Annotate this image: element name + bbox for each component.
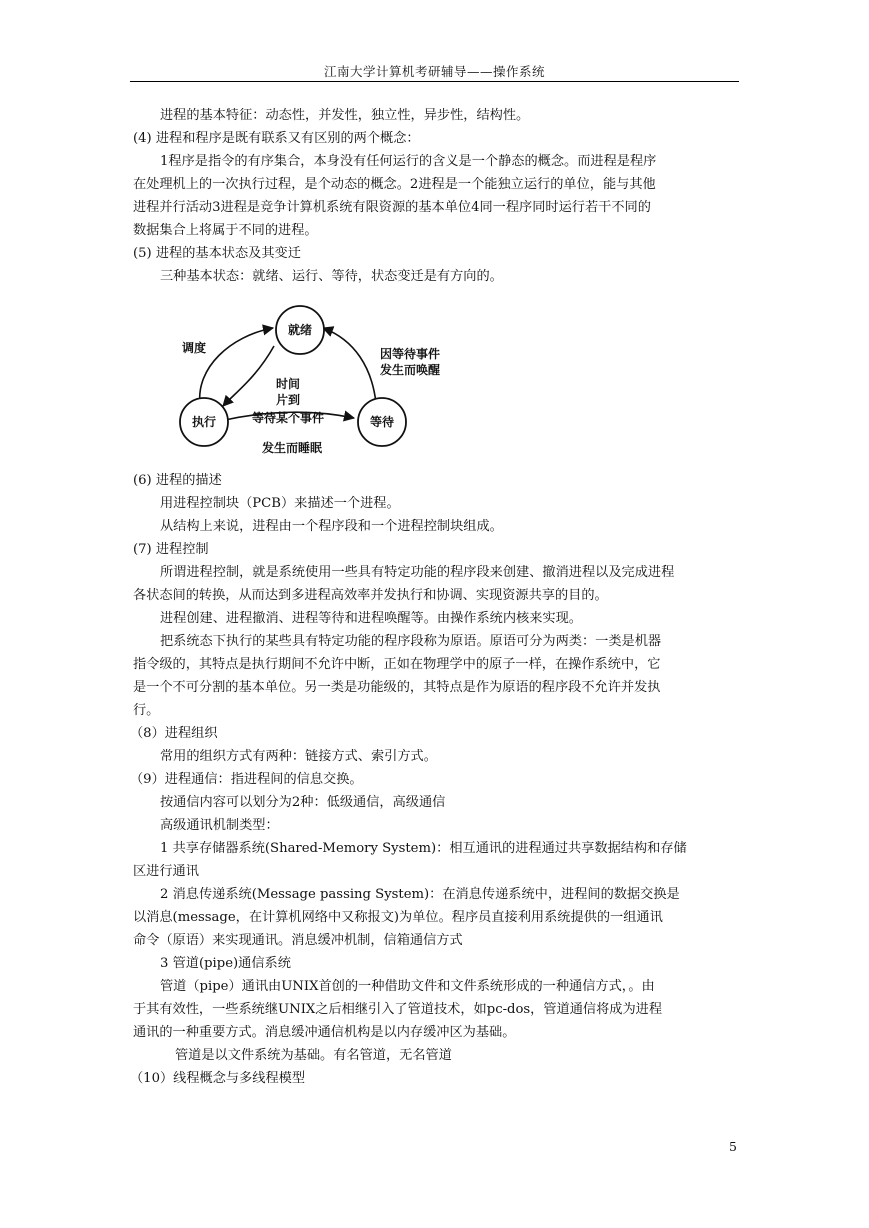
text-line: 1程序是指令的有序集合，本身没有任何运行的含义是一个静态的概念。而进程是程序 bbox=[160, 154, 657, 169]
text-line: 从结构上来说，进程由一个程序段和一个进程控制块组成。 bbox=[160, 519, 503, 534]
text-line: 进程的基本特征：动态性，并发性，独立性，异步性，结构性。 bbox=[160, 108, 530, 123]
text-line: 以消息(message，在计算机网络中又称报文)为单位。程序员直接利用系统提供的一组通讯 bbox=[133, 910, 663, 925]
text-line: 2 消息传递系统(Message passing System)：在消息传递系统中，进程间的数据交换是 bbox=[160, 887, 680, 902]
text-line: 进程并行活动3进程是竞争计算机系统有限资源的基本单位4同一程序同时运行若干不同的 bbox=[133, 200, 651, 215]
text-line: 所谓进程控制，就是系统使用一些具有特定功能的程序段来创建、撤消进程以及完成进程 bbox=[160, 565, 675, 580]
label-wait-event: 等待某个事件 bbox=[252, 411, 325, 425]
section-heading-10: （10）线程概念与多线程模型 bbox=[130, 1071, 306, 1086]
text-line: 是一个不可分割的基本单位。另一类是功能级的，其特点是作为原语的程序段不允许并发执 bbox=[133, 680, 661, 695]
section-heading-7: (7) 进程控制 bbox=[133, 542, 209, 557]
text-line: 常用的组织方式有两种：链接方式、索引方式。 bbox=[160, 749, 437, 764]
text-line: 通讯的一种重要方式。消息缓冲通信机构是以内存缓冲区为基础。 bbox=[133, 1025, 516, 1040]
label-wake-1: 因等待事件 bbox=[380, 347, 441, 361]
label-wake-2: 发生而唤醒 bbox=[380, 363, 441, 377]
label-timeslice-2: 片到 bbox=[276, 393, 301, 407]
node-ready-label: 就绪 bbox=[287, 323, 313, 337]
process-state-diagram bbox=[160, 298, 475, 466]
arrow-wake bbox=[323, 328, 376, 403]
text-line: 三种基本状态：就绪、运行、等待，状态变迁是有方向的。 bbox=[160, 269, 503, 284]
label-sleep: 发生而睡眠 bbox=[262, 441, 323, 455]
text-line: 1 共享存储器系统(Shared-Memory System)：相互通讯的进程通过共享数据结构和存储 bbox=[160, 841, 687, 856]
section-heading-5: (5) 进程的基本状态及其变迁 bbox=[133, 246, 301, 261]
section-heading-9: （9）进程通信：指进程间的信息交换。 bbox=[130, 772, 363, 787]
text-line: 数据集合上将属于不同的进程。 bbox=[133, 223, 318, 238]
header-rule bbox=[130, 81, 739, 82]
text-line: 管道是以文件系统为基础。有名管道，无名管道 bbox=[175, 1048, 452, 1063]
text-line: 各状态间的转换，从而达到多进程高效率并发执行和协调、实现资源共享的目的。 bbox=[133, 588, 608, 603]
text-line: 按通信内容可以划分为2种：低级通信，高级通信 bbox=[160, 795, 446, 810]
text-line: 把系统态下执行的某些具有特定功能的程序段称为原语。原语可分为两类：一类是机器 bbox=[160, 634, 662, 649]
text-line: 用进程控制块（PCB）来描述一个进程。 bbox=[160, 496, 400, 511]
text-line: 进程创建、进程撤消、进程等待和进程唤醒等。由操作系统内核来实现。 bbox=[160, 611, 582, 626]
section-heading-4: (4) 进程和程序是既有联系又有区别的两个概念： bbox=[133, 131, 420, 146]
text-line: 3 管道(pipe)通信系统 bbox=[160, 956, 291, 971]
text-line: 区进行通讯 bbox=[133, 864, 199, 879]
node-running-label: 执行 bbox=[191, 415, 217, 429]
text-line: 在处理机上的一次执行过程，是个动态的概念。2进程是一个能独立运行的单位，能与其他 bbox=[133, 177, 656, 192]
text-line: 命令（原语）来实现通讯。消息缓冲机制，信箱通信方式 bbox=[133, 933, 463, 948]
page-number: 5 bbox=[729, 1139, 737, 1154]
arrow-timeslice bbox=[223, 346, 274, 406]
page-header-title: 江南大学计算机考研辅导——操作系统 bbox=[323, 64, 545, 79]
label-timeslice-1: 时间 bbox=[276, 377, 301, 391]
section-heading-6: (6) 进程的描述 bbox=[133, 473, 222, 488]
section-heading-8: （8）进程组织 bbox=[130, 726, 218, 741]
text-line: 行。 bbox=[133, 703, 160, 718]
text-line: 管道（pipe）通讯由UNIX首创的一种借助文件和文件系统形成的一种通信方式，。由 bbox=[160, 979, 655, 994]
text-line: 于其有效性，一些系统继UNIX之后相继引入了管道技术，如pc-dos，管道通信将成为进程 bbox=[133, 1002, 663, 1017]
text-line: 高级通讯机制类型： bbox=[160, 818, 279, 833]
node-waiting-label: 等待 bbox=[369, 415, 395, 429]
text-line: 指令级的，其特点是执行期间不允许中断，正如在物理学中的原子一样，在操作系统中，它 bbox=[133, 657, 661, 672]
label-dispatch: 调度 bbox=[182, 341, 207, 355]
